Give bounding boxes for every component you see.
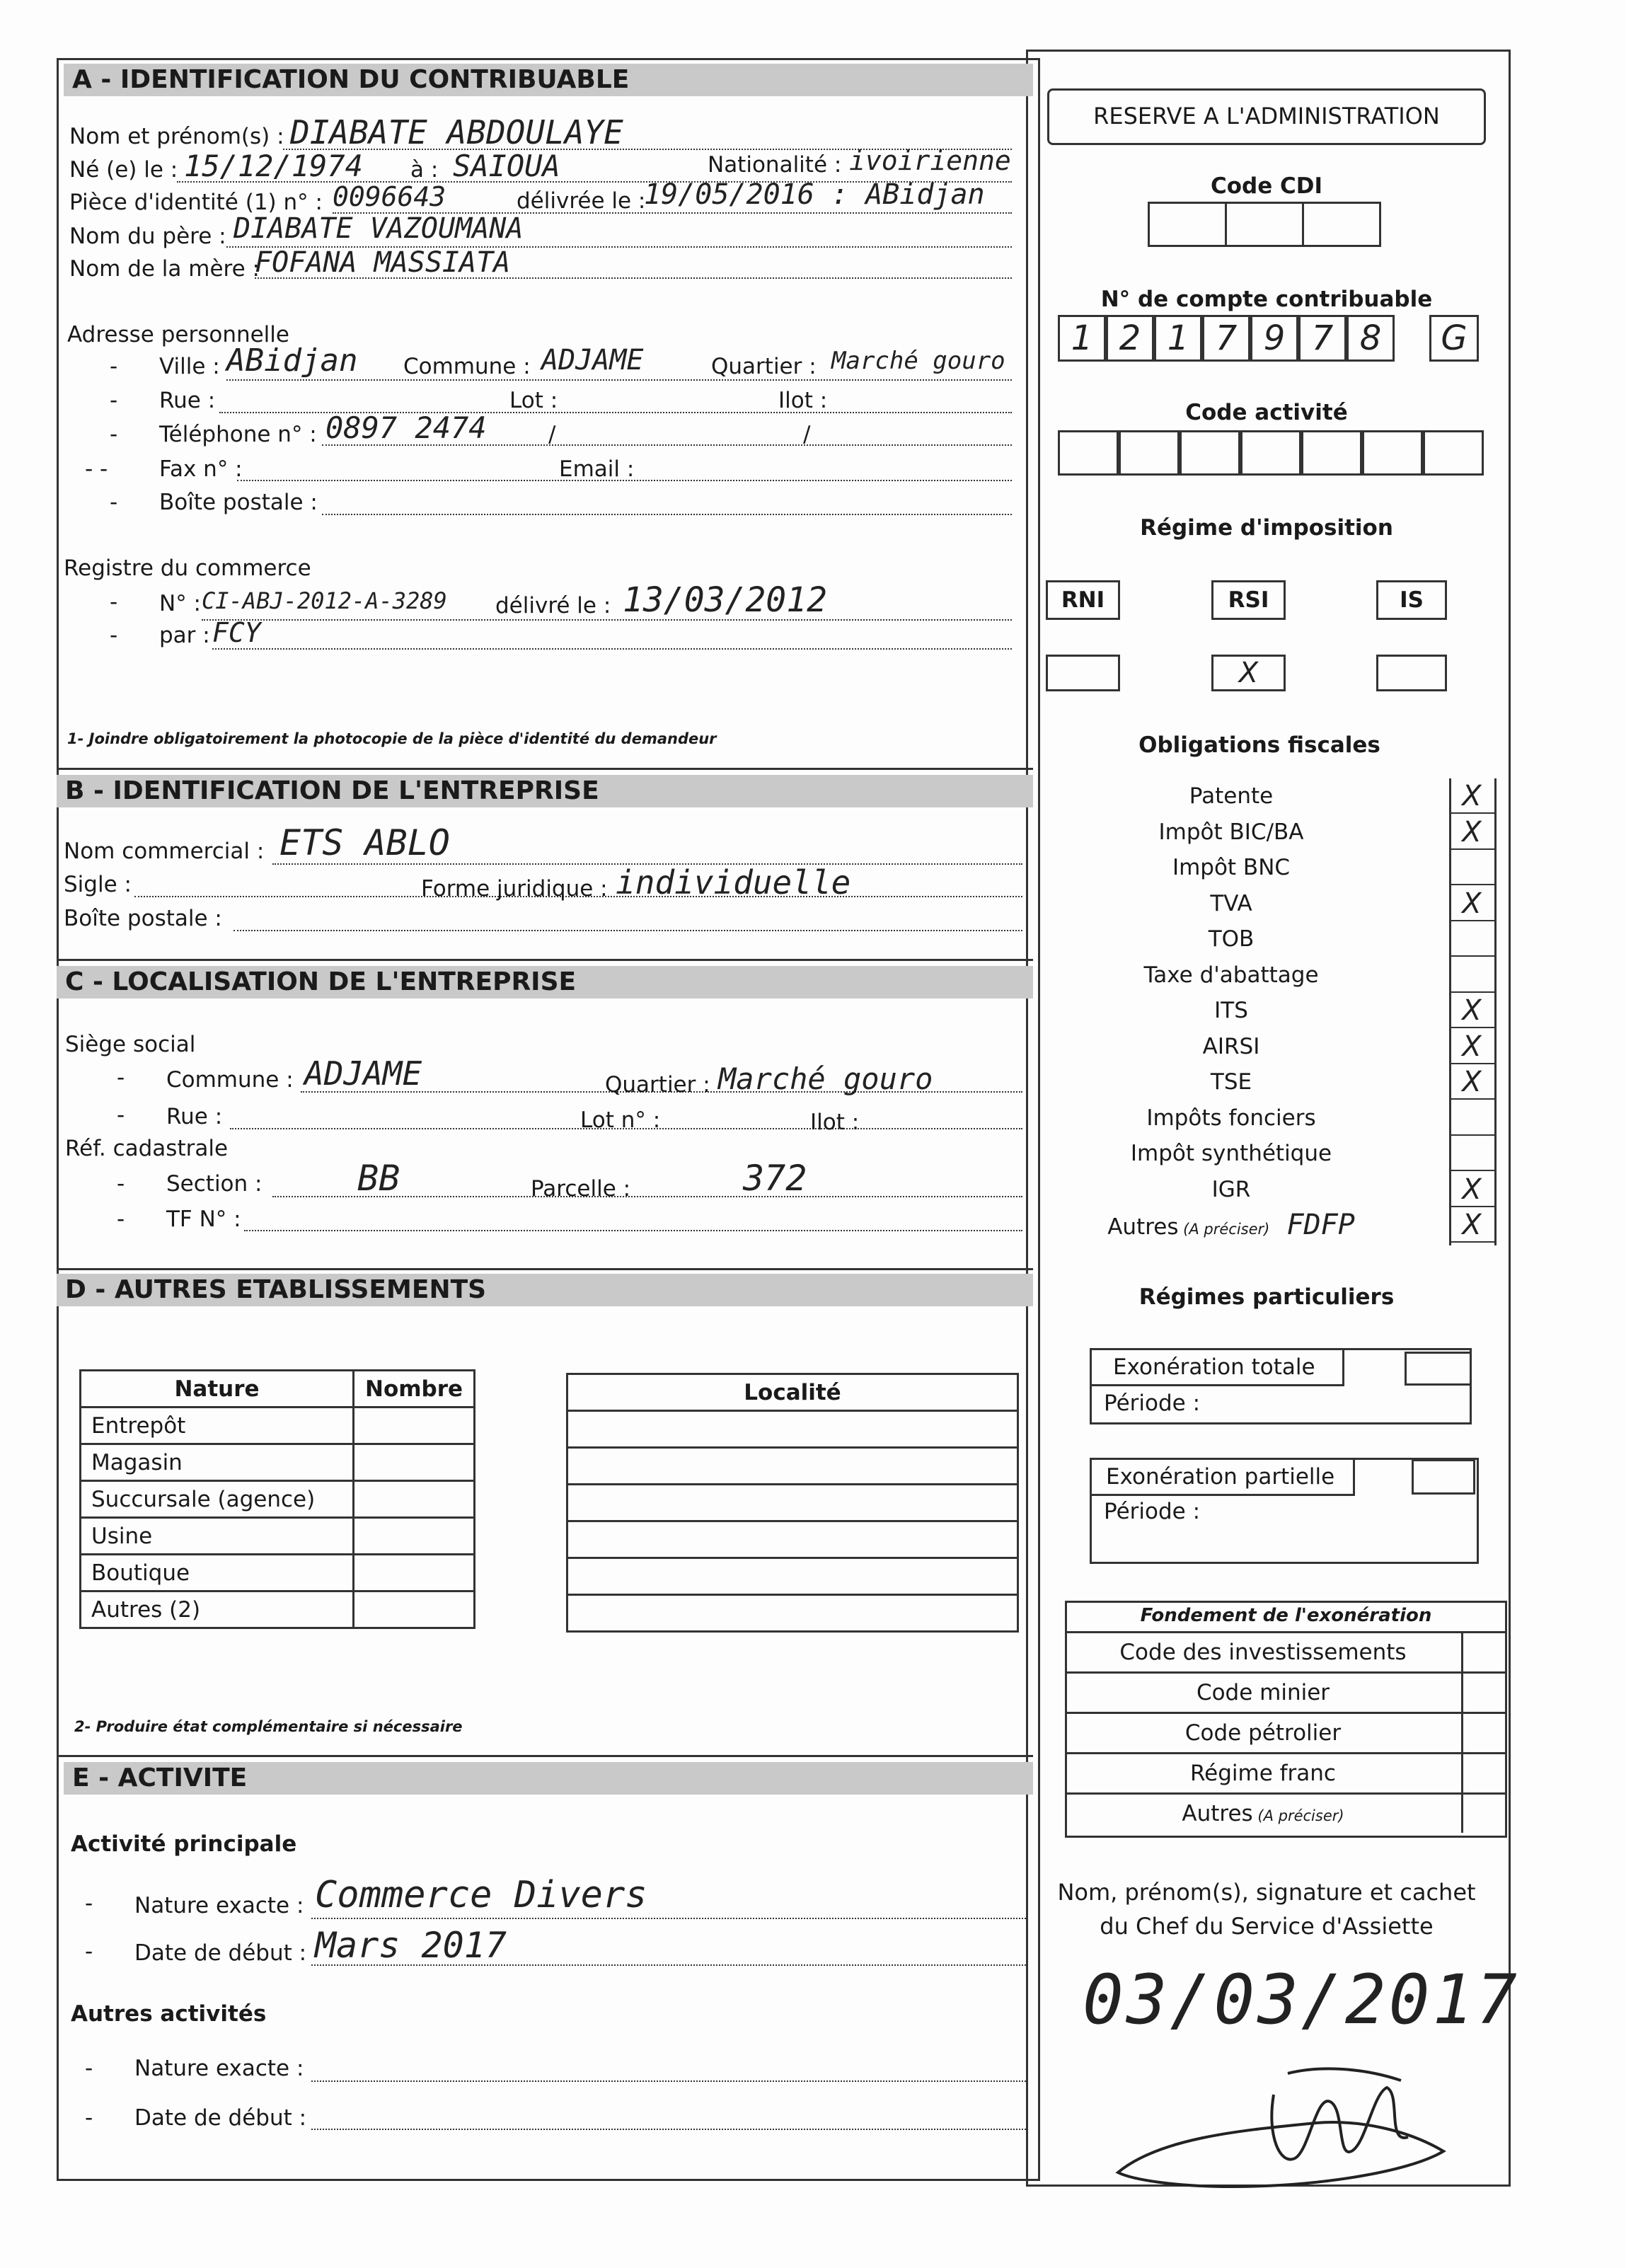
- divider-c-d: [57, 1268, 1033, 1270]
- code-cdi-box-1[interactable]: [1148, 202, 1227, 247]
- obligation-checkbox[interactable]: X: [1449, 1064, 1494, 1100]
- nombre-cell[interactable]: [354, 1481, 475, 1518]
- sigle-label: Sigle :: [64, 872, 132, 897]
- fondement-rows: [1065, 1631, 1507, 1833]
- fondement-checkbox[interactable]: [1461, 1674, 1505, 1712]
- obligation-checkbox[interactable]: [1449, 1100, 1494, 1136]
- autres-value: FDFP: [1269, 1209, 1355, 1241]
- ne-value: 15/12/1974: [184, 149, 363, 183]
- localite-cell[interactable]: [567, 1595, 1018, 1632]
- bullet-bp: -: [110, 490, 118, 515]
- divider-d-e: [57, 1755, 1033, 1757]
- nature-cell: Autres (2): [81, 1591, 354, 1628]
- c-lot-label: Lot n° :: [580, 1107, 661, 1133]
- obligation-label: Impôt synthétique: [1130, 1141, 1332, 1166]
- nature-cell: Magasin: [81, 1444, 354, 1481]
- obligation-checkbox[interactable]: X: [1449, 993, 1494, 1028]
- col-nombre-header: Nombre: [354, 1371, 475, 1408]
- c-commune-label: Commune :: [166, 1067, 294, 1093]
- code-activite-box[interactable]: [1180, 430, 1240, 476]
- activite-principale-label: Activité principale: [71, 1831, 297, 1857]
- bullet-fax: - -: [85, 456, 108, 482]
- nombre-cell[interactable]: [354, 1518, 475, 1555]
- obligation-label: ITS: [1214, 998, 1248, 1023]
- table-row: [567, 1521, 1018, 1558]
- nationalite-label: Nationalité :: [708, 152, 842, 178]
- bullet-ae-debut: -: [85, 2105, 93, 2131]
- par-label: par :: [159, 623, 210, 648]
- obligation-label: Impôt BNC: [1172, 855, 1291, 880]
- tf-label: TF N° :: [166, 1207, 241, 1232]
- chef-label-1: Nom, prénom(s), signature et cachet: [1057, 1879, 1476, 1906]
- obligation-row: [1090, 1172, 1500, 1208]
- obligation-row: [1090, 921, 1500, 957]
- obligation-label: TOB: [1208, 926, 1255, 952]
- obligations-label: Obligations fiscales: [1138, 732, 1380, 758]
- exo-totale-periode: Période :: [1104, 1391, 1201, 1416]
- parcelle-value: 372: [743, 1158, 807, 1199]
- exo-totale-label: Exonération totale: [1090, 1348, 1344, 1386]
- bullet-e-nature: -: [85, 1891, 93, 1916]
- obligation-checkbox[interactable]: X: [1449, 1207, 1494, 1243]
- admin-title: RESERVE A L'ADMINISTRATION: [1047, 88, 1486, 145]
- bullet-rcn: -: [110, 589, 118, 615]
- fondement-row: [1065, 1792, 1507, 1833]
- table-row: [567, 1595, 1018, 1632]
- forme-value: individuelle: [616, 863, 851, 902]
- exo-partielle-periode: Période :: [1104, 1499, 1201, 1524]
- exo-partielle-label: Exonération partielle: [1090, 1458, 1355, 1496]
- regime-label: Régime d'imposition: [1140, 515, 1393, 541]
- footnote-1: 1- Joindre obligatoirement la photocopie de la pièce d'identité du demandeur: [67, 730, 717, 747]
- bullet-ae-nature: -: [85, 2056, 93, 2081]
- compte-digit[interactable]: 1: [1154, 315, 1202, 362]
- obligation-label: Autres (A préciser) FDFP: [1107, 1209, 1355, 1241]
- obligation-label: Impôt BIC/BA: [1158, 819, 1304, 845]
- table-row: [81, 1591, 475, 1628]
- compte-label: N° de compte contribuable: [1100, 287, 1433, 312]
- nombre-cell[interactable]: [354, 1591, 475, 1628]
- code-activite-box[interactable]: [1240, 430, 1301, 476]
- lot-label: Lot :: [509, 388, 558, 413]
- col-nature-header: Nature: [81, 1371, 354, 1408]
- compte-digit[interactable]: 8: [1347, 315, 1395, 362]
- autres-hint: (A préciser): [1178, 1221, 1270, 1238]
- c-ilot-label: Ilot :: [810, 1110, 860, 1135]
- obligations-checkbox-left: [1449, 778, 1451, 1245]
- table-row: [81, 1408, 475, 1444]
- obligation-checkbox[interactable]: [1449, 1136, 1494, 1171]
- table-row: [81, 1481, 475, 1518]
- bp-label: Boîte postale :: [159, 490, 318, 515]
- rc-delivre-label: délivré le :: [495, 593, 611, 618]
- bullet-c-commune: -: [117, 1065, 125, 1090]
- forme-label: Forme juridique :: [421, 876, 608, 902]
- compte-digit[interactable]: 7: [1202, 315, 1250, 362]
- par-line: [212, 648, 1012, 650]
- piece-label: Pièce d'identité (1) n° :: [69, 190, 323, 215]
- fondement-checkbox[interactable]: [1461, 1795, 1505, 1833]
- c-section-value: BB: [357, 1158, 400, 1199]
- c-section-label: Section :: [166, 1171, 263, 1197]
- ae-debut-line: [311, 2129, 1026, 2130]
- fondement-list: [1065, 1631, 1507, 1833]
- tf-line: [244, 1230, 1022, 1231]
- siege-label: Siège social: [65, 1032, 196, 1057]
- regime-rsi-checkbox[interactable]: X: [1211, 655, 1286, 691]
- bullet-ville: -: [110, 354, 118, 379]
- obligation-row: [1090, 814, 1500, 851]
- obligations-checkbox-right: [1494, 778, 1497, 1245]
- e-debut-value: Mars 2017: [315, 1925, 507, 1966]
- divider-b-c: [57, 959, 1033, 961]
- nom-commercial-label: Nom commercial :: [64, 839, 265, 864]
- fondement-label: Fondement de l'exonération: [1140, 1605, 1432, 1626]
- fondement-checkbox[interactable]: [1461, 1633, 1505, 1671]
- fondement-row: [1065, 1712, 1507, 1752]
- nature-cell: Succursale (agence): [81, 1481, 354, 1518]
- table-row: [567, 1558, 1018, 1595]
- commune-value: ADJAME: [541, 344, 644, 376]
- rc-delivre-value: 13/03/2012: [623, 580, 827, 620]
- ne-label: Né (e) le :: [69, 157, 178, 183]
- ilot-label: Ilot :: [778, 388, 828, 413]
- compte-key[interactable]: G: [1429, 315, 1479, 362]
- nature-cell: Usine: [81, 1518, 354, 1555]
- section-c-title: C - LOCALISATION DE L'ENTREPRISE: [57, 966, 1033, 998]
- obligation-row: [1090, 850, 1500, 886]
- regimes-particuliers-label: Régimes particuliers: [1138, 1284, 1395, 1310]
- bp-b-label: Boîte postale :: [64, 906, 222, 931]
- nature-cell: Entrepôt: [81, 1408, 354, 1444]
- fax-label: Fax n° :: [159, 456, 243, 482]
- regime-is-label: IS: [1376, 580, 1447, 620]
- mere-value: FOFANA MASSIATA: [255, 246, 511, 279]
- code-activite-box[interactable]: [1301, 430, 1362, 476]
- obligation-checkbox[interactable]: X: [1449, 778, 1494, 814]
- bullet-tel: -: [110, 422, 118, 447]
- code-activite-boxes: [1058, 430, 1484, 476]
- obligation-row: [1090, 1136, 1500, 1172]
- localite-cell[interactable]: [567, 1448, 1018, 1485]
- section-e-title: E - ACTIVITE: [64, 1762, 1033, 1795]
- regime-is-checkbox[interactable]: [1376, 655, 1447, 691]
- c-quartier-label: Quartier :: [605, 1072, 710, 1098]
- compte-digit[interactable]: 7: [1298, 315, 1347, 362]
- bullet-rue: -: [110, 388, 118, 413]
- adresse-label: Adresse personnelle: [67, 322, 289, 347]
- fondement-checkbox[interactable]: [1461, 1714, 1505, 1752]
- obligation-label: TSE: [1210, 1069, 1252, 1095]
- code-cdi-box-3[interactable]: [1302, 202, 1381, 247]
- bullet-tf: -: [117, 1207, 125, 1232]
- obligation-checkbox[interactable]: [1449, 850, 1494, 885]
- c-quartier-value: Marché gouro: [718, 1061, 933, 1096]
- parcelle-label: Parcelle :: [531, 1176, 631, 1202]
- rc-n-label: N° :: [159, 591, 201, 616]
- section-a-title: A - IDENTIFICATION DU CONTRIBUABLE: [64, 64, 1033, 96]
- col-localite-header: Localité: [567, 1374, 1018, 1411]
- regime-rni-label: RNI: [1046, 580, 1120, 620]
- ae-nature-line: [311, 2080, 1026, 2082]
- regime-rsi-label: RSI: [1211, 580, 1286, 620]
- obligation-row: [1090, 1207, 1500, 1243]
- obligation-row: [1090, 1029, 1500, 1065]
- tel-slash-2: /: [803, 422, 811, 447]
- code-cdi-label: Code CDI: [1210, 173, 1323, 199]
- date-stamp: 03/03/2017: [1083, 1960, 1520, 2039]
- ville-label: Ville :: [159, 354, 220, 379]
- mere-label: Nom de la mère :: [69, 256, 260, 282]
- fondement-row: [1065, 1671, 1507, 1712]
- compte-digit[interactable]: 9: [1250, 315, 1298, 362]
- obligation-label: Impôts fonciers: [1146, 1105, 1316, 1131]
- rue-label: Rue :: [159, 388, 216, 413]
- bp-b-line: [233, 930, 1022, 931]
- tel-label: Téléphone n° :: [159, 422, 317, 447]
- fondement-label-item: Régime franc: [1190, 1761, 1336, 1786]
- code-activite-box[interactable]: [1058, 430, 1119, 476]
- obligation-label: TVA: [1210, 890, 1252, 916]
- bullet-c-rue: -: [117, 1103, 125, 1128]
- fondement-label-item: Code pétrolier: [1184, 1720, 1342, 1746]
- rc-n-value: CI-ABJ-2012-A-3289: [202, 587, 447, 614]
- a-label: à :: [410, 157, 439, 183]
- bullet-section: -: [117, 1171, 125, 1197]
- par-value: FCY: [212, 617, 261, 648]
- quartier-value: Marché gouro: [831, 347, 1005, 375]
- obligation-checkbox[interactable]: X: [1449, 1029, 1494, 1064]
- code-activite-box[interactable]: [1362, 430, 1423, 476]
- ae-nature-label: Nature exacte :: [134, 2056, 304, 2081]
- autres-activites-label: Autres activités: [71, 2001, 267, 2027]
- bp-line: [322, 514, 1012, 515]
- obligation-checkbox[interactable]: [1449, 957, 1494, 993]
- nom-value: DIABATE ABDOULAYE: [290, 113, 623, 151]
- section-d-title: D - AUTRES ETABLISSEMENTS: [57, 1274, 1033, 1306]
- obligation-row: [1090, 993, 1500, 1029]
- etablissements-table: [79, 1369, 475, 1629]
- code-activite-box[interactable]: [1423, 430, 1484, 476]
- ville-line: [226, 379, 1012, 381]
- obligation-checkbox[interactable]: X: [1449, 1172, 1494, 1207]
- bullet-e-debut: -: [85, 1939, 93, 1964]
- obligation-row: [1090, 778, 1500, 814]
- e-nature-value: Commerce Divers: [315, 1874, 647, 1916]
- exo-partielle-checkbox[interactable]: [1412, 1459, 1475, 1495]
- nom-commercial-value: ETS ABLO: [279, 822, 450, 863]
- fondement-checkbox[interactable]: [1461, 1754, 1505, 1792]
- commune-label: Commune :: [403, 354, 531, 379]
- etab-header-row: [81, 1371, 475, 1408]
- section-b-title: B - IDENTIFICATION DE L'ENTREPRISE: [57, 775, 1033, 807]
- obligation-row: [1090, 1064, 1500, 1100]
- table-row: [567, 1448, 1018, 1485]
- pere-label: Nom du père :: [69, 224, 226, 249]
- localite-header-row: [567, 1374, 1018, 1411]
- localite-table: [566, 1373, 1019, 1633]
- code-activite-label: Code activité: [1185, 400, 1348, 425]
- nom-label: Nom et prénom(s) :: [69, 124, 284, 149]
- obligation-row: [1090, 1100, 1500, 1136]
- tel-value: 0897 2474: [325, 410, 487, 445]
- tel-slash-1: /: [548, 422, 556, 447]
- table-row: [567, 1485, 1018, 1521]
- bullet-par: -: [110, 623, 118, 648]
- fondement-row: [1065, 1631, 1507, 1671]
- localite-cell[interactable]: [567, 1485, 1018, 1521]
- e-nature-label: Nature exacte :: [134, 1893, 304, 1918]
- table-row: [81, 1555, 475, 1591]
- localite-cell[interactable]: [567, 1411, 1018, 1448]
- footnote-2: 2- Produire état complémentaire si nécessaire: [74, 1718, 463, 1735]
- nature-cell: Boutique: [81, 1555, 354, 1591]
- signature: [1104, 2052, 1472, 2215]
- divider-a-b: [57, 768, 1033, 770]
- obligation-label: Taxe d'abattage: [1143, 962, 1319, 988]
- rc-n-line: [202, 619, 1012, 621]
- obligation-row: [1090, 886, 1500, 922]
- cadastre-label: Réf. cadastrale: [65, 1136, 229, 1161]
- quartier-label: Quartier :: [711, 354, 817, 379]
- fondement-label-item: Code minier: [1196, 1680, 1330, 1705]
- rc-label: Registre du commerce: [64, 556, 311, 581]
- delivree-label: délivrée le :: [517, 188, 646, 214]
- c-commune-value: ADJAME: [304, 1054, 422, 1093]
- e-debut-label: Date de début :: [134, 1940, 307, 1966]
- nombre-cell[interactable]: [354, 1408, 475, 1444]
- compte-digit[interactable]: 1: [1058, 315, 1106, 362]
- chef-label-2: du Chef du Service d'Assiette: [1100, 1913, 1434, 1940]
- email-label: Email :: [559, 456, 635, 482]
- obligation-label: AIRSI: [1202, 1033, 1260, 1059]
- ville-value: ABidjan: [226, 342, 358, 379]
- obligations-list: [1090, 778, 1500, 1243]
- fondement-label-item: Code des investissements: [1119, 1640, 1407, 1665]
- piece-value: 0096643: [333, 181, 446, 212]
- compte-digits: [1058, 315, 1397, 362]
- e-nature-line: [311, 1918, 1026, 1919]
- obligation-row: [1090, 957, 1500, 994]
- fondement-label-item: Autres (A préciser): [1182, 1801, 1344, 1826]
- regime-rni-checkbox[interactable]: [1046, 655, 1120, 691]
- compte-digit[interactable]: 2: [1106, 315, 1154, 362]
- obligation-checkbox[interactable]: X: [1449, 814, 1494, 850]
- a-value: SAIOUA: [453, 149, 560, 183]
- c-rue-label: Rue :: [166, 1104, 223, 1129]
- code-activite-box[interactable]: [1119, 430, 1180, 476]
- ae-debut-label: Date de début :: [134, 2105, 307, 2131]
- pere-value: DIABATE VAZOUMANA: [233, 212, 524, 245]
- nombre-cell[interactable]: [354, 1555, 475, 1591]
- localite-cell[interactable]: [567, 1558, 1018, 1595]
- obligation-label: IGR: [1211, 1176, 1251, 1202]
- delivree-value: 19/05/2016 : ABidjan: [644, 178, 985, 211]
- code-cdi-box-2[interactable]: [1225, 202, 1304, 247]
- fondement-row: [1065, 1752, 1507, 1792]
- nationalite-value: ivoirienne: [849, 145, 1011, 176]
- fondement-autres-hint: (A préciser): [1252, 1807, 1344, 1824]
- table-row: [81, 1518, 475, 1555]
- exo-totale-checkbox[interactable]: [1405, 1352, 1472, 1386]
- nombre-cell[interactable]: [354, 1444, 475, 1481]
- table-row: [81, 1444, 475, 1481]
- obligation-checkbox[interactable]: X: [1449, 886, 1494, 921]
- obligation-checkbox[interactable]: [1449, 921, 1494, 957]
- table-row: [567, 1411, 1018, 1448]
- localite-cell[interactable]: [567, 1521, 1018, 1558]
- obligations-rows: [1090, 778, 1500, 1243]
- obligation-label: Patente: [1189, 783, 1274, 809]
